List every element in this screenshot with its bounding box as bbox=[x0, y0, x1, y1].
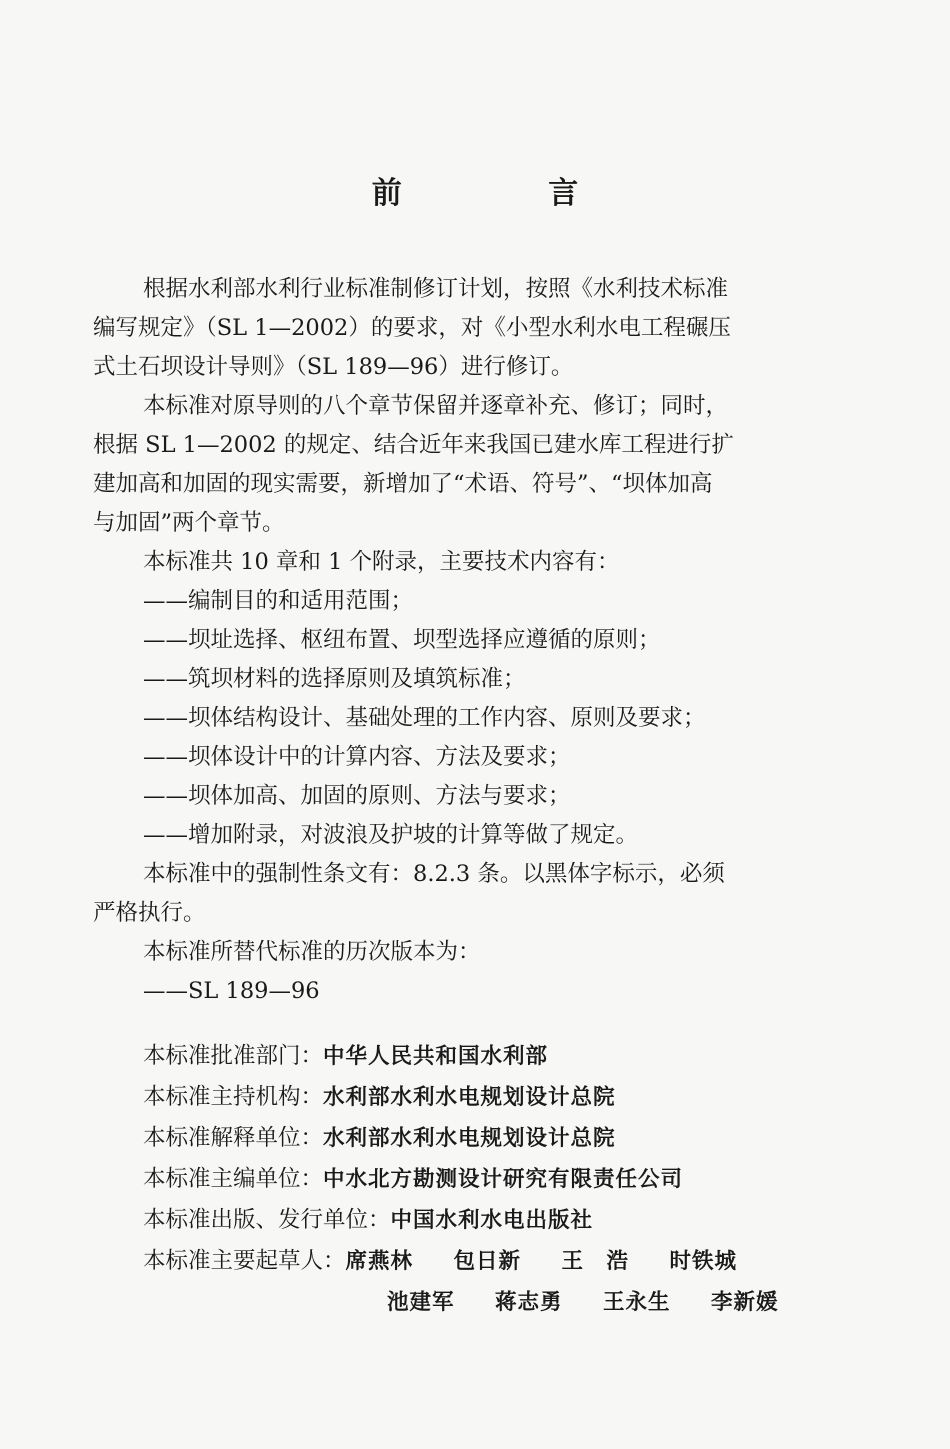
list-item: ——筑坝材料的选择原则及填筑标准； bbox=[143, 666, 526, 692]
replaced-standard: ——SL 189—96 bbox=[143, 978, 320, 1004]
paragraph-line: 根据 SL 1—2002 的规定、结合近年来我国已建水库工程进行扩 bbox=[93, 432, 734, 458]
page-title: 前 言 bbox=[371, 176, 647, 211]
info-label: 本标准主要起草人： bbox=[143, 1248, 346, 1274]
info-value: 水利部水利水电规划设计总院 bbox=[323, 1126, 616, 1151]
info-row-interpret bbox=[143, 1118, 843, 1159]
info-value: 水利部水利水电规划设计总院 bbox=[323, 1085, 616, 1110]
info-row-approve bbox=[143, 1036, 843, 1077]
paragraph-line: 本标准对原导则的八个章节保留并逐章补充、修订；同时， bbox=[143, 393, 729, 419]
drafter-name: 蒋志勇 bbox=[495, 1290, 563, 1315]
info-value: 中华人民共和国水利部 bbox=[323, 1044, 549, 1069]
list-item: ——坝体结构设计、基础处理的工作内容、原则及要求； bbox=[143, 705, 706, 731]
info-value: 中国水利水电出版社 bbox=[390, 1208, 594, 1233]
info-row-drafters bbox=[143, 1241, 843, 1282]
drafter-name: 王永生 bbox=[603, 1290, 671, 1315]
drafter-name: 王 浩 bbox=[561, 1249, 630, 1274]
paragraph-line: 本标准中的强制性条文有：8.2.3 条。以黑体字标示，必须 bbox=[143, 861, 725, 887]
drafter-names bbox=[346, 1241, 778, 1282]
drafter-name: 李新媛 bbox=[711, 1290, 779, 1315]
info-label: 本标准主持机构： bbox=[143, 1084, 324, 1110]
drafter-names-row2 bbox=[143, 1282, 843, 1323]
info-value: 中水北方勘测设计研究有限责任公司 bbox=[323, 1167, 684, 1192]
paragraph-line: 本标准所替代标准的历次版本为： bbox=[143, 939, 481, 965]
list-item: ——坝址选择、枢纽布置、坝型选择应遵循的原则； bbox=[143, 627, 661, 653]
list-item: ——坝体加高、加固的原则、方法与要求； bbox=[143, 783, 571, 809]
list-item: ——编制目的和适用范围； bbox=[143, 588, 414, 614]
drafter-name: 包日新 bbox=[453, 1249, 522, 1274]
paragraph-line: 严格执行。 bbox=[93, 900, 206, 926]
drafter-name: 时铁城 bbox=[669, 1249, 738, 1274]
info-row-host bbox=[143, 1077, 843, 1118]
info-label: 本标准批准部门： bbox=[143, 1043, 324, 1069]
drafter-name: 席燕林 bbox=[345, 1249, 414, 1274]
info-row-publisher bbox=[143, 1200, 843, 1241]
preface-body bbox=[93, 270, 843, 1011]
paragraph-line: 与加固”两个章节。 bbox=[93, 510, 285, 536]
info-row-editor bbox=[143, 1159, 843, 1200]
paragraph-line: 编写规定》（SL 1—2002）的要求，对《小型水利水电工程碾压 bbox=[93, 315, 731, 341]
standard-info bbox=[143, 1036, 843, 1323]
info-label: 本标准解释单位： bbox=[143, 1125, 324, 1151]
paragraph-line: 建加高和加固的现实需要，新增加了“术语、符号”、“坝体加高 bbox=[93, 471, 713, 497]
list-item: ——坝体设计中的计算内容、方法及要求； bbox=[143, 744, 571, 770]
paragraph-line: 本标准共 10 章和 1 个附录，主要技术内容有： bbox=[143, 549, 620, 575]
info-label: 本标准主编单位： bbox=[143, 1166, 324, 1192]
drafter-name: 池建军 bbox=[387, 1290, 455, 1315]
paragraph-line: 式土石坝设计导则》（SL 189—96）进行修订。 bbox=[93, 354, 574, 380]
info-label: 本标准出版、发行单位： bbox=[143, 1207, 391, 1233]
list-item: ——增加附录，对波浪及护坡的计算等做了规定。 bbox=[143, 822, 639, 848]
paragraph-line: 根据水利部水利行业标准制修订计划，按照《水利技术标准 bbox=[143, 276, 729, 302]
